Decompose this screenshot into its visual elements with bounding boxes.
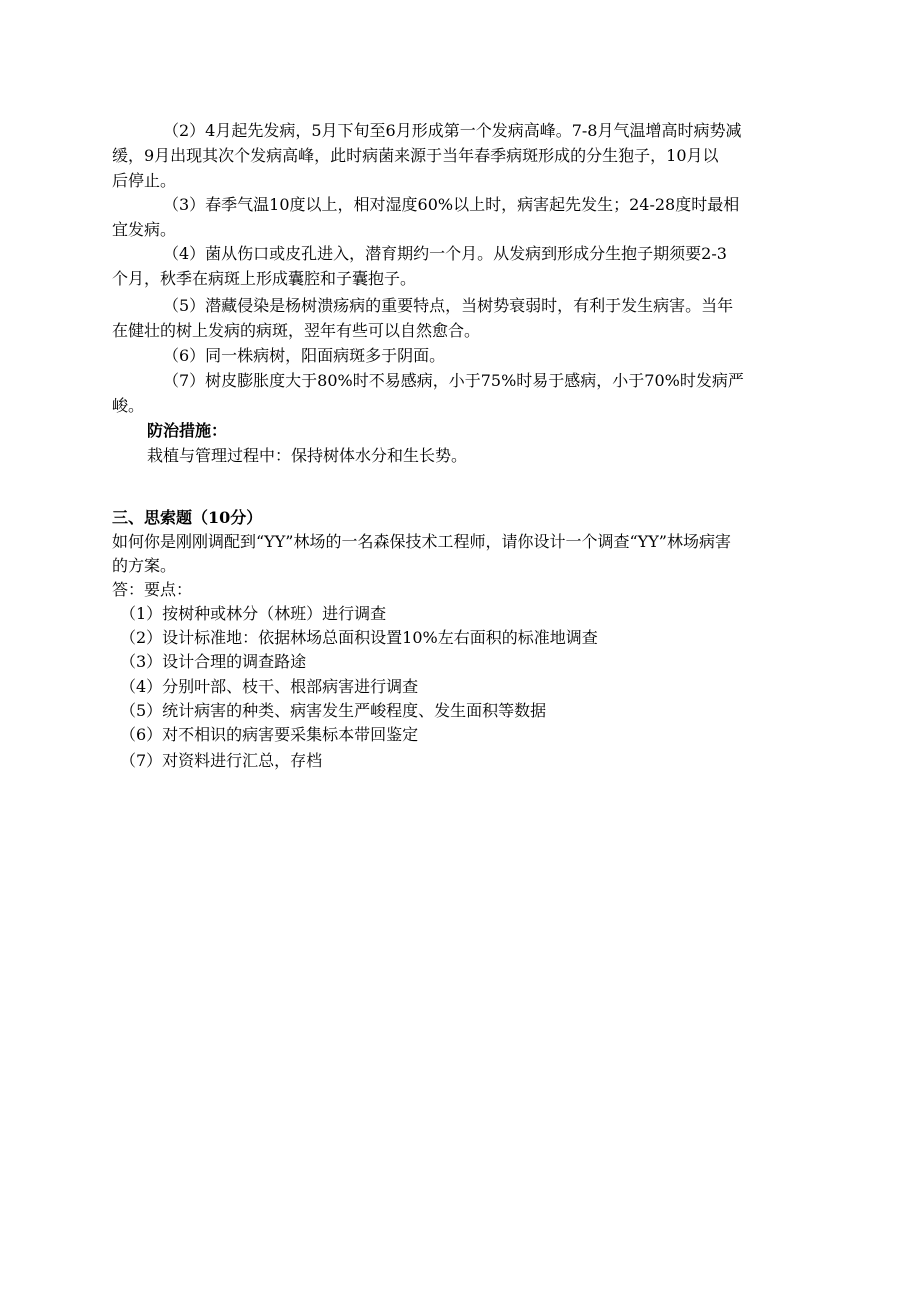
- answer-point-1: （1）按树种或林分（林班）进行调查: [120, 604, 387, 623]
- answer-point-6: （6）对不相识的病害要采集标本带回鉴定: [120, 725, 419, 744]
- item2-line3: 后停止。: [112, 171, 177, 190]
- prevention-heading: 防治措施：: [147, 421, 228, 440]
- question-line2: 的方案。: [112, 556, 177, 575]
- answer-point-7: （7）对资料进行汇总，存档: [120, 751, 323, 770]
- item2-line2: 缓，9月出现其次个发病高峰，此时病菌来源于当年春季病斑形成的分生狍子，10月以: [112, 146, 719, 165]
- item6-line1: （6）同一株病树，阳面病斑多于阴面。: [163, 346, 446, 365]
- item5-line1: （5）潜藏侵染是杨树溃疡病的重要特点，当树势衰弱时，有利于发生病害。当年: [163, 296, 734, 315]
- answer-point-4: （4）分别叶部、枝干、根部病害进行调查: [120, 677, 419, 696]
- prevention-text: 栽植与管理过程中：保持树体水分和生长势。: [147, 446, 468, 465]
- item7-line1: （7）树皮膨胀度大于80%时不易感病，小于75%时易于感病，小于70%时发病严: [163, 371, 744, 390]
- section3-heading: 三、思索题（10分）: [112, 508, 263, 527]
- item3-line1: （3）春季气温10度以上，相对湿度60%以上时，病害起先发生；24-28度时最相: [163, 195, 740, 214]
- answer-point-3: （3）设计合理的调查路途: [120, 652, 307, 671]
- item4-line2: 个月，秋季在病斑上形成囊腔和子囊抱子。: [112, 269, 417, 288]
- answer-point-2: （2）设计标准地：依据林场总面积设置10%左右面积的标准地调查: [120, 628, 598, 647]
- item7-line2: 峻。: [112, 396, 145, 415]
- item3-line2: 宜发病。: [112, 220, 177, 239]
- item4-line1: （4）菌从伤口或皮孔进入，潜育期约一个月。从发病到形成分生抱子期须要2-3: [163, 244, 727, 263]
- answer-label: 答：要点：: [112, 580, 193, 599]
- question-line1: 如何你是刚刚调配到“YY”林场的一名森保技术工程师，请你设计一个调查“YY”林场病害: [112, 532, 731, 551]
- item2-line1: （2）4月起先发病，5月下旬至6月形成第一个发病高峰。7-8月气温增高时病势减: [163, 121, 742, 140]
- answer-point-5: （5）统计病害的种类、病害发生严峻程度、发生面积等数据: [120, 701, 547, 720]
- item5-line2: 在健壮的树上发病的病斑，翌年有些可以自然愈合。: [112, 321, 481, 340]
